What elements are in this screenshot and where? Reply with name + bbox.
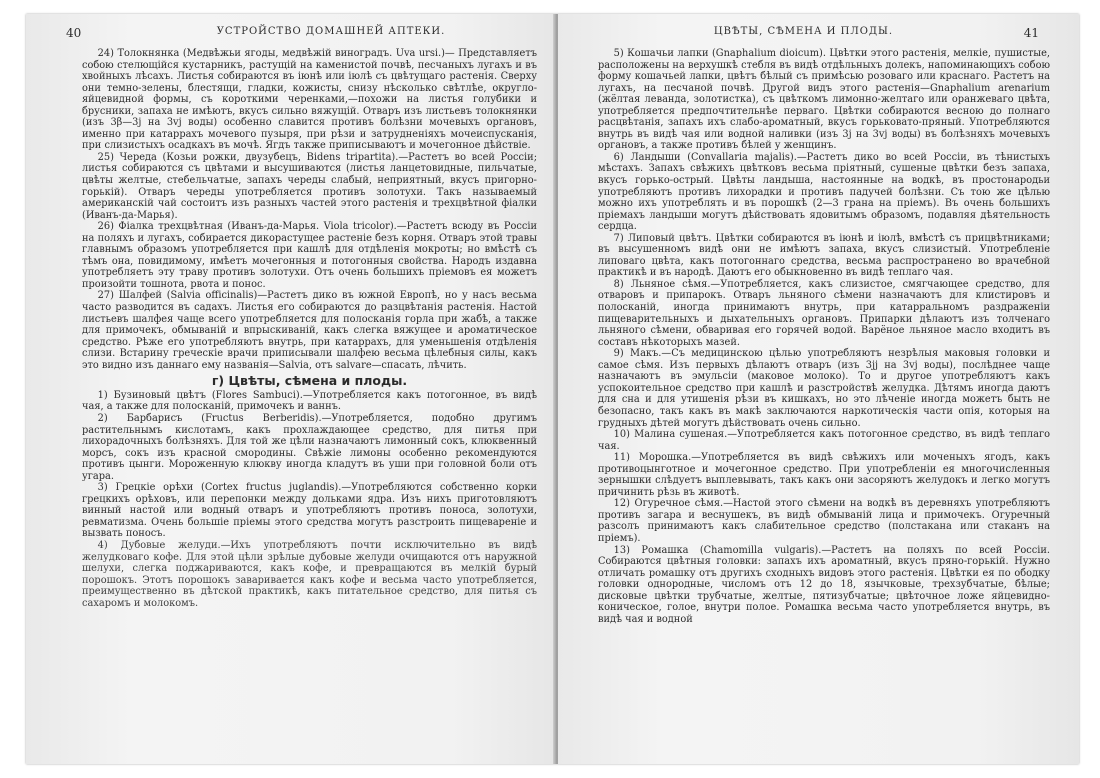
left-text-column	[82, 48, 537, 609]
right-page	[558, 14, 1079, 764]
paragraph: 7) Липовый цвѣтъ. Цвѣтки собираются въ іюнѣ и іюлѣ, вмѣстѣ съ прицвѣтниками; въ высушенномъ видѣ они не имѣютъ запаха, вкусъ слизистый. Употребленіе липоваго цвѣта, какъ потогоннаго средства, весьма распространено во врачебной практикѣ и въ народѣ. Даютъ его обыкновенно въ видѣ теплаго чая.	[598, 232, 1050, 279]
paragraph: 1) Бузиновый цвѣтъ (Flores Sambuci).—Употребляется какъ потогонное, въ видѣ чая, а также для полосканій, примочекъ и ваннъ.	[82, 389, 537, 413]
left-running-head: УСТРОЙСТВО ДОМАШНЕЙ АПТЕКИ.	[216, 26, 446, 37]
paragraph: 10) Малина сушеная.—Употребляется какъ потогонное средство, въ видѣ теплаго чая.	[598, 429, 1050, 452]
paragraph: 8) Льняное сѣмя.—Употребляется, какъ слизистое, смягчающее средство, для отваровъ и припарокъ. Отваръ льняного сѣмени назначаютъ для клистировъ и полосканій, иногда принимаютъ внутрь, при катарральномъ раздраженіи пищеварительныхъ и дыхательныхъ органовъ. Припарки дѣлаютъ изъ толченаго льняного сѣмени, обваривая его горячей водой. Варёное льняное масло входитъ въ составъ нѣкоторыхъ мазей.	[598, 278, 1050, 348]
left-page-number: 40	[66, 26, 82, 40]
left-page	[26, 14, 556, 764]
paragraph: 5) Кошачьи лапки (Gnaphalium dioicum). Цвѣтки этого растенія, мелкіе, пушистые, расположены на верхушкѣ стебля въ видѣ отдѣльныхъ долекъ, напоминающихъ собою форму кошачьей лапки, цвѣтъ бѣлый съ примѣсью розоваго или краснаго. Растетъ на лугахъ, на песчаной почвѣ. Другой видъ этого растенія—Gnaphalium arenarium (жёлтая леванда, золотистка), съ цвѣткомъ лимонно-желтаго или оранжеваго цвѣта, употребляется предпочтительнѣе перваго. Цвѣтки собираются весною до полнаго расцвѣтанія, запахъ ихъ слабо-ароматный, вкусъ горьковато-пряный. Употребляются внутрь въ видѣ чая или водной наливки (изъ 3j на 3vj воды) въ болѣзняхъ мочевыхъ органовъ, а также противъ бѣлей у женщинъ.	[598, 48, 1050, 152]
paragraph: 4) Дубовые желуди.—Ихъ употребляютъ почти исключительно въ видѣ желудковаго кофе. Для этой цѣли зрѣлые дубовые желуди очищаются отъ наружной шелухи, слегка поджариваются, какъ кофе, и превращаются въ мелкій бурый порошокъ. Этотъ порошокъ заваривается какъ кофе и весьма часто употребляется, преимущественно въ дѣтской практикѣ, какъ питательное средство, для питья съ сахаромъ и молокомъ.	[82, 539, 537, 609]
paragraph: 13) Ромашка (Chamomilla vulgaris).—Растетъ на поляхъ по всей Россіи. Собираются цвѣтныя головки: запахъ ихъ ароматный, вкусъ пряно-горькій. Нужно отличать ромашку отъ другихъ сходныхъ видовъ этого растенія. Цвѣтки ея по ободку головки однородные, числомъ отъ 12 до 18, язычковые, трехзубчатые, бѣлые; дисковые цвѣтки трубчатые, желтые, пятизубчатые; цвѣточное ложе яйцевидно-коническое, голое, внутри полое. Ромашка весьма часто употребляется внутрь, въ видѣ чая и водной	[598, 544, 1050, 625]
paragraph: 25) Череда (Козьи рожки, двузубецъ, Bidens tripartita).—Растетъ во всей Россіи; листья собираются съ цвѣтами и высушиваются (листья ланцетовидные, пильчатые, цвѣты желтые, стебельчатые, запахъ череды слабый, неприятный, вкусъ пригорно-горькій). Отваръ череды употребляется противъ золотухи. Такъ называемый американскій чай состоитъ изъ разныхъ частей этого растенія и трехцвѣтной фіалки (Иванъ-да-Марья).	[82, 151, 537, 221]
paragraph: 11) Морошка.—Употребляется въ видѣ свѣжихъ или моченыхъ ягодъ, какъ противоцынготное и мочегонное средство. При употребленіи ея многочисленныя зернышки слѣдуетъ выплевывать, такъ какъ они засоряютъ желудокъ и легко могутъ причинить рѣзь въ животѣ.	[598, 452, 1050, 498]
paragraph: 9) Макъ.—Съ медицинскою цѣлью употребляютъ незрѣлыя маковыя головки и самое сѣмя. Изъ первыхъ дѣлаютъ отваръ (изъ 3jj на 3vj воды), послѣднее чаще назначаютъ въ эмульсіи (маковое молоко). То и другое употребляютъ какъ успокоительное средство при кашлѣ и разстройствѣ желудка. Дѣтямъ иногда даютъ для сна и для утишенія рѣзи въ кишкахъ, но это лѣченіе иногда можетъ быть не безопасно, такъ какъ въ макѣ заключаются наркотическія части опія, которыя на грудныхъ дѣтей могутъ дѣйствовать очень сильно.	[598, 348, 1050, 429]
paragraph: 3) Грецкіе орѣхи (Cortex fructus juglandis).—Употребляются собственно корки грецкихъ орѣховъ, или перепонки между дольками ядра. Изъ нихъ приготовляютъ винный настой или водный отваръ и употребляютъ противъ поноса, золотухи, ревматизма. Очень большіе пріемы этого средства могутъ разстроить пищевареніе и вызвать поносъ.	[82, 482, 537, 540]
book-spread	[26, 14, 1079, 764]
paragraph: 24) Толокнянка (Медвѣжьи ягоды, медвѣжій виноградъ. Uva ursi.)— Представляетъ собою стелющійся кустарникъ, растущій на каменистой почвѣ, песчаныхъ лугахъ и въ хвойныхъ лѣсахъ. Листья собираются въ іюнѣ или іюлѣ съ цвѣтущаго растенія. Сверху они темно-зелены, блестящи, гладки, кожисты, снизу нѣсколько свѣтлѣе, округло-яйцевидной формы, съ короткими черенками,—похожи на листья голубики и брусники, запаха не имѣютъ, вкусъ сильно вяжущій. Отваръ изъ листьевъ толокнянки (изъ 3β—3j на 3vj воды) особенно славится противъ болѣзни мочевыхъ органовъ, именно при катаррахъ мочевого пузыря, при рѣзи и затрудненіяхъ мочеиспусканія, при слизистыхъ осадкахъ въ мочѣ. Ягдъ также приписываютъ и мочегонное дѣйствіе.	[82, 48, 537, 152]
paragraph: 12) Огуречное сѣмя.—Настой этого сѣмени на водкѣ въ деревняхъ употребляютъ противъ загара и веснушекъ, въ видѣ обмываній лица и примочекъ. Огуречный разсолъ принимаютъ какъ слабительное средство (полстакана или стаканъ на пріемъ).	[598, 498, 1050, 544]
paragraph: 26) Фіалка трехцвѣтная (Иванъ-да-Марья. Viola tricolor).—Растетъ всюду въ Россіи на поляхъ и лугахъ, собирается дикорастущее растеніе безъ корня. Отваръ этой травы главнымъ образомъ употребляется при кашлѣ для отдѣленія мокроты; но вмѣстѣ съ тѣмъ она, повидимому, имѣетъ мочегонныя и потогонныя свойства. Народъ издавна употребляетъ эту траву противъ золотухи. Отъ очень большихъ пріемовъ ея можетъ произойти тошнота, рвота и понос.	[82, 221, 537, 290]
paragraph: 27) Шалфей (Salvia officinalis)—Растетъ дико въ южной Европѣ, но у насъ весьма часто разводится въ садахъ. Листья его собираются до разцвѣтанія растенія. Настой листьевъ шалфея чаще всего употребляется для полосканія горла при жабѣ, а также для примочекъ, обмываній и впрыскиваній, какъ слегка вяжущее и ароматическое средство. Рѣже его употребляютъ внутрь, при катаррахъ, для уменьшенія отдѣленія слизи. Встарину греческіе врачи приписывали шалфею весьма цѣлебныя силы, какъ это видно изъ даннаго ему названія—Salvia, отъ salvare—спасать, лѣчить.	[82, 290, 537, 371]
right-page-number: 41	[1023, 26, 1039, 40]
section-heading: г) Цвѣты, сѣмена и плоды.	[211, 373, 408, 389]
paragraph: 2) Барбарисъ (Fructus Berberidis).—Употребляется, подобно другимъ растительнымъ кислотамъ, какъ прохлаждающее средство, для питья при лихорадочныхъ болѣзняхъ. Для той же цѣли назначаютъ лимонный сокъ, клюквенный морсъ, сокъ изъ красной смородины. Свѣжіе лимоны особенно рекомендуются противъ цынги. Мороженную клюкву иногда кладутъ въ уши при головной боли отъ угара.	[82, 412, 537, 482]
right-running-head: ЦВѢТЫ, СѢМЕНА И ПЛОДЫ.	[713, 26, 894, 37]
paragraph: 6) Ландыши (Convallaria majalis).—Растетъ дико во всей Россіи, въ тѣнистыхъ мѣстахъ. Запахъ свѣжихъ цвѣтковъ весьма пріятный, сушеные цвѣтки безъ запаха, вкусъ горько-острый. Цвѣты ландыша, настоянные на водкѣ, въ простонародьи употребляютъ противъ лихорадки и противъ падучей болѣзни. Съ тою же цѣлью можно ихъ употреблять и въ порошкѣ (2—3 грана на пріемъ). Въ очень большихъ пріемахъ ландыши могутъ дѣйствовать ядовитымъ образомъ, подавляя дѣятельность сердца.	[598, 151, 1050, 233]
right-text-column	[598, 48, 1050, 625]
